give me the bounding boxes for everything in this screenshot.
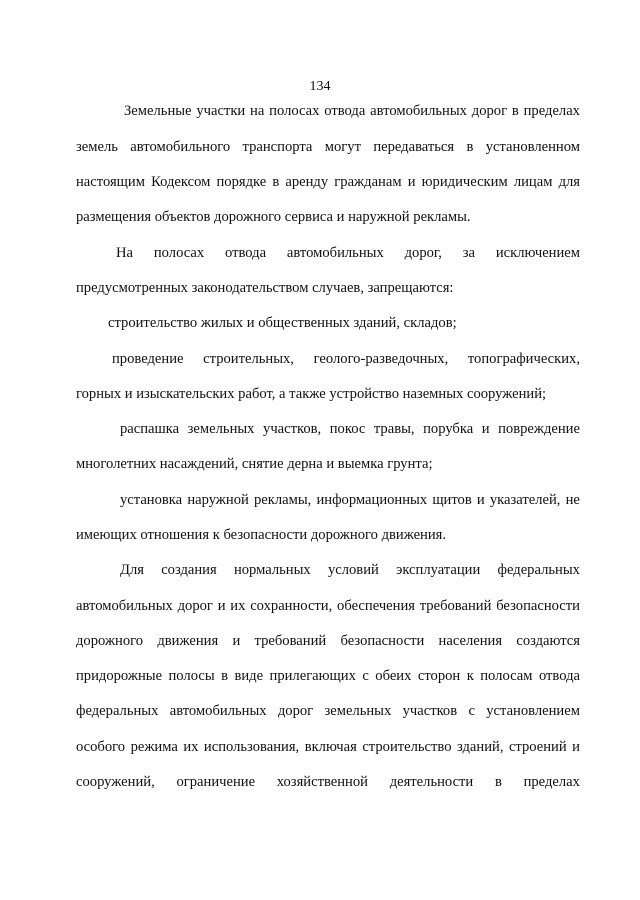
text-line: земель автомобильного транспорта могут передаваться в установленном <box>76 139 580 155</box>
text-line: горных и изыскательских работ, а также устройство наземных сооружений; <box>76 386 547 402</box>
text-line: На полосах отвода автомобильных дорог, за исключением <box>116 245 580 261</box>
text-line: проведение строительных, геолого-разведочных, топографических, <box>112 351 580 367</box>
text-line: распашка земельных участков, покос травы, порубка и повреждение <box>120 421 580 437</box>
text-line: дорожного движения и требований безопасности населения создаются <box>76 633 580 649</box>
text-line: строительство жилых и общественных зданий, складов; <box>108 315 457 331</box>
text-line: Для создания нормальных условий эксплуатации федеральных <box>120 562 580 578</box>
text-line: придорожные полосы в виде прилегающих с обеих сторон к полосам отвода <box>76 668 580 684</box>
text-line: имеющих отношения к безопасности дорожного движения. <box>76 527 447 543</box>
text-line: Земельные участки на полосах отвода автомобильных дорог в пределах <box>124 103 580 119</box>
text-line: особого режима их использования, включая строительство зданий, строений и <box>76 739 580 755</box>
text-line: автомобильных дорог и их сохранности, обеспечения требований безопасности <box>76 598 580 614</box>
text-line: настоящим Кодексом порядке в аренду гражданам и юридическим лицам для <box>76 174 580 190</box>
text-line: сооружений, ограничение хозяйственной деятельности в пределах <box>76 774 580 790</box>
text-line: установка наружной рекламы, информационных щитов и указателей, не <box>120 492 580 508</box>
text-line: предусмотренных законодательством случаев, запрещаются: <box>76 280 454 296</box>
text-line: многолетних насаждений, снятие дерна и выемка грунта; <box>76 456 433 472</box>
text-line: федеральных автомобильных дорог земельных участков с установлением <box>76 703 580 719</box>
page-number: 134 <box>309 79 331 94</box>
text-line: размещения объектов дорожного сервиса и наружной рекламы. <box>76 209 471 225</box>
